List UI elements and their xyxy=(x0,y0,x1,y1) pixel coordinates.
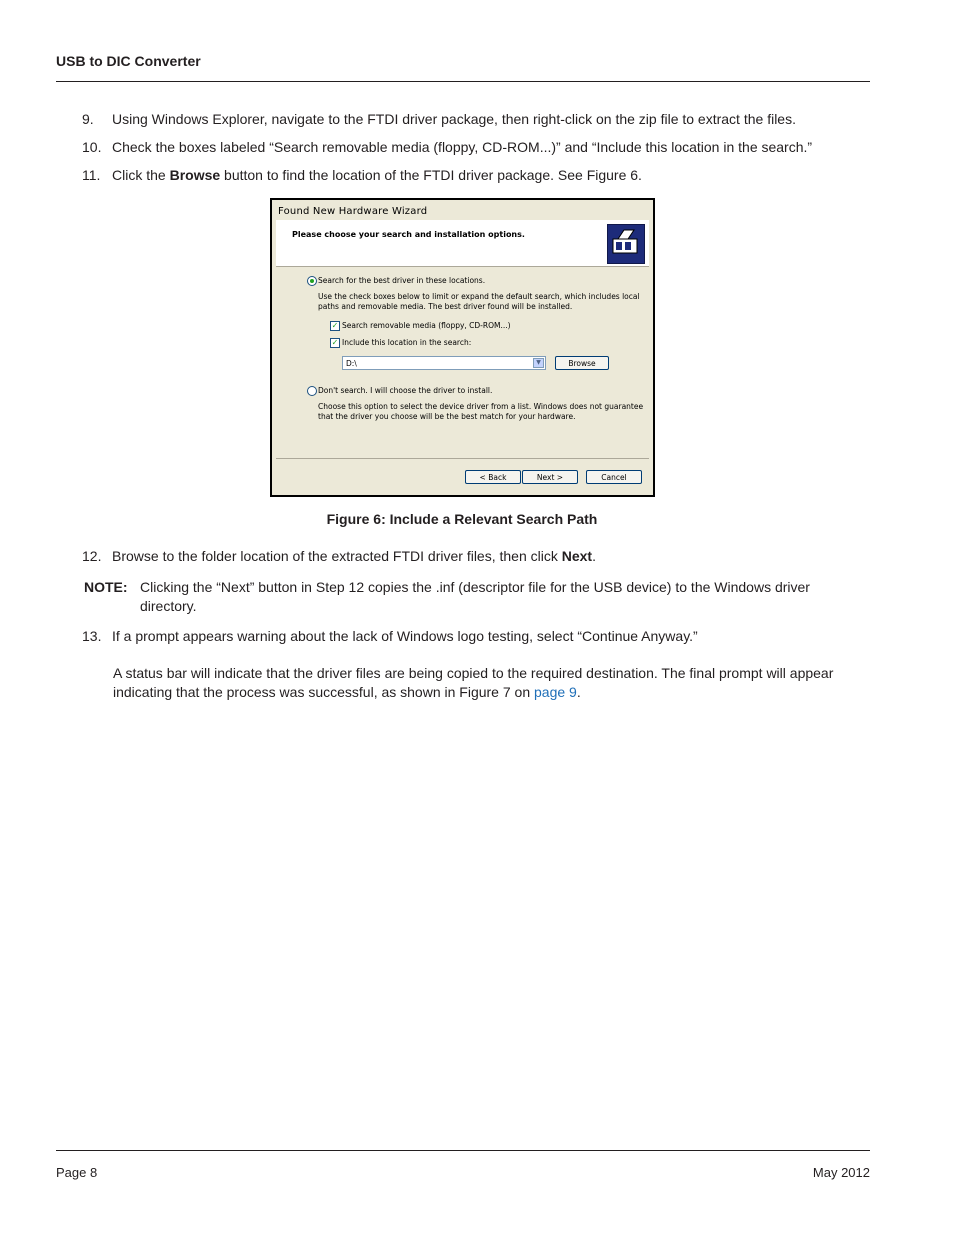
dialog-title: Found New Hardware Wizard xyxy=(278,206,428,217)
dialog-body xyxy=(272,200,653,495)
header-rule xyxy=(56,81,870,82)
found-new-hardware-dialog xyxy=(270,198,655,497)
hardware-wizard-icon xyxy=(607,224,645,264)
include-location-label: Include this location in the search: xyxy=(342,338,472,347)
step-number: 11. xyxy=(82,167,101,183)
step-number: 13. xyxy=(82,628,102,644)
step-text: Check the boxes labeled “Search removable media (floppy, CD-ROM...)” and “Include this location in the search.” xyxy=(112,139,813,155)
browse-emphasis: Browse xyxy=(169,167,221,183)
search-removable-label: Search removable media (floppy, CD-ROM...) xyxy=(342,321,511,330)
step-number: 9. xyxy=(82,111,94,127)
note-label: NOTE: xyxy=(84,579,128,595)
figure-caption: Figure 6: Include a Relevant Search Path xyxy=(326,511,598,527)
path-value: D:\ xyxy=(346,359,357,368)
note-text: Clicking the “Next” button in Step 12 copies the .inf (descriptor file for the USB device) to the Windows driver directory. xyxy=(140,579,810,614)
dont-search-description: Choose this option to select the device driver from a list. Windows does not guarantee that the driver you choose will be the best match for your hardware. xyxy=(318,402,644,421)
path-combobox[interactable] xyxy=(342,356,546,370)
cancel-button[interactable]: Cancel xyxy=(586,470,642,484)
next-emphasis: Next xyxy=(561,548,593,564)
browse-button[interactable]: Browse xyxy=(555,356,609,370)
footer-rule xyxy=(56,1150,870,1151)
document-date: May 2012 xyxy=(812,1165,870,1180)
page-9-link[interactable]: page 9 xyxy=(534,684,577,700)
search-removable-checkbox[interactable]: ✓ xyxy=(331,321,339,330)
document-header-title: USB to DIC Converter xyxy=(56,53,201,69)
next-button[interactable]: Next > xyxy=(522,470,578,484)
step-text: Browse to the folder location of the extracted FTDI driver files, then click Next. xyxy=(112,548,596,564)
chevron-down-icon[interactable]: ▼ xyxy=(533,358,544,368)
back-button[interactable]: < Back xyxy=(465,470,521,484)
dont-search-label: Don't search. I will choose the driver to install. xyxy=(318,386,493,395)
include-location-checkbox[interactable]: ✓ xyxy=(331,338,339,347)
page-number: Page 8 xyxy=(56,1165,98,1180)
step-text: Using Windows Explorer, navigate to the FTDI driver package, then right-click on the zip file to extract the files. xyxy=(112,111,796,127)
dialog-header xyxy=(276,220,649,267)
dont-search-radio[interactable] xyxy=(307,386,317,396)
search-best-driver-label: Search for the best driver in these locations. xyxy=(318,276,486,285)
dialog-separator xyxy=(276,458,649,459)
dialog-header-text: Please choose your search and installation options. xyxy=(292,230,525,239)
search-best-driver-radio[interactable] xyxy=(307,276,317,286)
step-text: Click the Browse button to find the location of the FTDI driver package. See Figure 6. xyxy=(112,167,642,183)
step-text: If a prompt appears warning about the lack of Windows logo testing, select “Continue Anyway.” xyxy=(112,628,698,644)
search-description: Use the check boxes below to limit or expand the default search, which includes local paths and removable media. The best driver found will be installed. xyxy=(318,292,640,311)
step-number: 12. xyxy=(82,548,102,564)
step-number: 10. xyxy=(82,139,102,155)
status-paragraph: A status bar will indicate that the driver files are being copied to the required destination. The final prompt will appear indicating that the process was successful, as shown in Figure 7 on page 9. xyxy=(113,665,834,700)
